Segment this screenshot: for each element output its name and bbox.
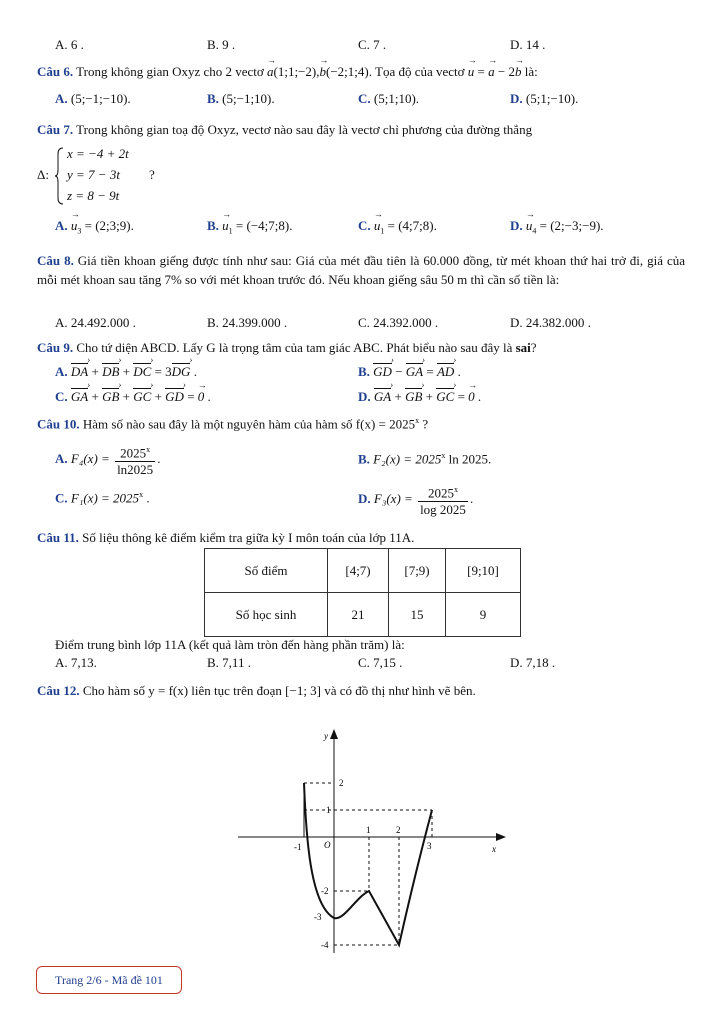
score-table bbox=[204, 548, 521, 637]
q5-option-b[interactable]: B. 9 . bbox=[207, 37, 236, 52]
op: = bbox=[454, 389, 469, 404]
q5-option-c[interactable]: C. 7 . bbox=[358, 37, 387, 52]
page-footer: Trang 2/6 - Mã đề 101 bbox=[36, 966, 182, 994]
vec-term: GA › bbox=[374, 389, 391, 405]
vec-index: 4 bbox=[532, 226, 537, 236]
vec-index: 1 bbox=[228, 226, 233, 236]
vec-term: DA › bbox=[71, 364, 88, 380]
q8-option-a[interactable]: A. 24.492.000 . bbox=[55, 315, 136, 330]
q9-option-b[interactable] bbox=[358, 364, 461, 380]
q7-label: Câu 7. bbox=[37, 122, 74, 137]
vec-term: GD › bbox=[373, 364, 392, 380]
q9-options-row2 bbox=[55, 389, 675, 407]
origin-label: O bbox=[324, 840, 331, 850]
vec-term: DB › bbox=[102, 364, 119, 380]
fraction bbox=[418, 482, 468, 518]
q8-option-b[interactable]: B. 24.399.000 . bbox=[207, 315, 288, 330]
q7-stem bbox=[37, 120, 685, 139]
q9-option-a[interactable] bbox=[55, 364, 197, 380]
vec-u: → u bbox=[222, 218, 229, 234]
q11-stem bbox=[37, 530, 414, 546]
option-value: (5;1;−10). bbox=[525, 91, 579, 106]
option-value: = (2;−3;−9). bbox=[536, 218, 604, 233]
q9-option-c[interactable] bbox=[55, 389, 211, 405]
q8-option-d[interactable]: D. 24.382.000 . bbox=[510, 315, 591, 330]
q10-stem bbox=[37, 416, 428, 432]
y-tick-label: -4 bbox=[321, 940, 329, 950]
delta-label: Δ: bbox=[37, 167, 49, 182]
q7-options bbox=[55, 218, 675, 236]
vec-term: GD › bbox=[165, 389, 184, 405]
q6-options bbox=[55, 91, 675, 109]
vec-b2: → b bbox=[515, 64, 522, 80]
op: . bbox=[204, 389, 211, 404]
q10-option-a[interactable] bbox=[55, 442, 160, 478]
q10-options-row1 bbox=[55, 442, 675, 478]
op: . bbox=[190, 364, 197, 379]
exponent: x bbox=[454, 485, 458, 494]
q8-stem bbox=[37, 251, 685, 289]
q9-label: Câu 9. bbox=[37, 340, 74, 355]
table-header-cell: [7;9) bbox=[389, 549, 446, 593]
graph-curve bbox=[304, 783, 432, 945]
q9-options-row1 bbox=[55, 364, 675, 382]
vec-a: → a bbox=[267, 64, 274, 80]
fraction bbox=[115, 442, 155, 478]
q6-text: Trong không gian Oxyz cho 2 vectơ bbox=[73, 64, 268, 79]
tail: . bbox=[469, 491, 474, 507]
vec-term: GB › bbox=[102, 389, 119, 405]
guide-lines bbox=[304, 783, 432, 945]
table-cell: Số học sinh bbox=[205, 593, 328, 637]
vec-u: → u bbox=[374, 218, 381, 234]
y-arrow-icon bbox=[330, 729, 338, 739]
q5-options bbox=[55, 37, 675, 55]
q12-text: Cho hàm số y = f(x) liên tục trên đoạn [−1; 3] và có đồ thị như hình vẽ bên. bbox=[79, 683, 476, 698]
q11-option-b[interactable]: B. 7,11 . bbox=[207, 655, 251, 670]
function-graph bbox=[230, 725, 510, 960]
option-letter: D. bbox=[358, 491, 371, 507]
q7-option-c[interactable] bbox=[358, 218, 437, 236]
q7-qmark: ? bbox=[149, 167, 155, 182]
table-cell: 9 bbox=[446, 593, 521, 637]
exponent: x bbox=[146, 445, 151, 454]
lhs: F₃(x) = bbox=[373, 491, 413, 507]
q6-text-mid: . Tọa độ của vectơ bbox=[368, 64, 468, 79]
x-arrow-icon bbox=[496, 833, 506, 841]
q9-option-d[interactable] bbox=[358, 389, 481, 405]
op: = bbox=[183, 389, 198, 404]
y-tick-label: 2 bbox=[339, 778, 344, 788]
q6-minus: − 2 bbox=[494, 64, 515, 79]
denominator: log 2025 bbox=[420, 502, 466, 518]
a-coords: (1;1;−2), bbox=[273, 64, 320, 79]
op: + bbox=[119, 389, 134, 404]
option-letter: A. bbox=[55, 218, 68, 233]
option-letter: D. bbox=[510, 218, 523, 233]
vec-index: 3 bbox=[77, 226, 82, 236]
option-letter: C. bbox=[55, 490, 68, 506]
vec-term: DC › bbox=[133, 364, 151, 380]
q6-option-d[interactable] bbox=[510, 91, 578, 107]
q8-option-c[interactable]: C. 24.392.000 . bbox=[358, 315, 439, 330]
q10-option-d[interactable] bbox=[358, 482, 473, 518]
q6-label: Câu 6. bbox=[37, 64, 74, 79]
lhs: F₁(x) = 2025 bbox=[70, 490, 140, 506]
zero-vec: → 0 bbox=[468, 389, 475, 405]
q9-stem bbox=[37, 340, 537, 356]
lhs: F₄(x) = bbox=[70, 451, 110, 467]
y-tick-label: -2 bbox=[321, 886, 329, 896]
option-value: = (2;3;9). bbox=[81, 218, 134, 233]
line-system bbox=[37, 146, 177, 206]
option-letter: B. bbox=[207, 218, 219, 233]
vec-a2: → a bbox=[488, 64, 495, 80]
op: + bbox=[119, 364, 134, 379]
q7-option-a[interactable] bbox=[55, 218, 134, 236]
option-value: (5;−1;10). bbox=[222, 91, 275, 106]
table-header-cell: [4;7) bbox=[328, 549, 389, 593]
q8-options bbox=[55, 315, 675, 333]
tail: . bbox=[157, 451, 161, 467]
exponent: x bbox=[415, 416, 420, 425]
option-value: (5;1;10). bbox=[373, 91, 420, 106]
table-row bbox=[205, 593, 521, 637]
vec-u: → u bbox=[526, 218, 533, 234]
option-letter: B. bbox=[358, 451, 370, 467]
x-axis-label: x bbox=[492, 844, 496, 854]
option-value: (5;−1;−10). bbox=[70, 91, 131, 106]
op: . bbox=[454, 364, 461, 379]
option-letter: A. bbox=[55, 364, 68, 379]
exponent: x bbox=[139, 490, 144, 499]
x-tick-label: 2 bbox=[396, 825, 401, 835]
q10-option-b[interactable] bbox=[358, 451, 491, 467]
vec-term: GC › bbox=[133, 389, 151, 405]
option-letter: C. bbox=[358, 91, 371, 106]
q6-option-b[interactable] bbox=[207, 91, 275, 107]
q6-text-after: là: bbox=[521, 64, 538, 79]
option-letter: C. bbox=[55, 389, 68, 404]
option-letter: D. bbox=[510, 91, 523, 106]
op: + bbox=[422, 389, 437, 404]
q10-option-c[interactable] bbox=[55, 490, 150, 506]
table-header-cell: Số điểm bbox=[205, 549, 328, 593]
table-header-cell: [9;10] bbox=[446, 549, 521, 593]
vec-term: GB › bbox=[405, 389, 422, 405]
table-cell: 21 bbox=[328, 593, 389, 637]
q11-options bbox=[55, 655, 675, 673]
b-coords: (−2;1;4) bbox=[326, 64, 369, 79]
zero-vec: → 0 bbox=[198, 389, 205, 405]
q9-emphasis: sai bbox=[515, 340, 531, 355]
option-letter: D. bbox=[358, 389, 371, 404]
q11-option-a[interactable]: A. 7,13. bbox=[55, 655, 97, 670]
x-tick-label: 3 bbox=[427, 841, 432, 851]
q5-option-a[interactable]: A. 6 . bbox=[55, 37, 84, 52]
lhs: F₂(x) = 2025 bbox=[373, 451, 442, 467]
option-letter: A. bbox=[55, 91, 68, 106]
y-tick-label: 1 bbox=[326, 805, 331, 815]
brace-icon bbox=[55, 146, 65, 206]
tail: ln 2025. bbox=[445, 451, 492, 467]
option-letter: A. bbox=[55, 451, 68, 467]
vec-term: GC › bbox=[436, 389, 454, 405]
exponent: x bbox=[441, 451, 446, 460]
q8-text: Giá tiền khoan giếng được tính như sau: Giá của mét đầu tiên là 60.000 đồng, từ mét khoan thứ hai trở đi, giá của mỗi mét khoan sau tăng 7% so với mét khoan trước đó. Nếu khoan giếng sâu 50 m thì cần số tiền là: bbox=[37, 253, 685, 287]
op: − bbox=[391, 364, 406, 379]
option-letter: B. bbox=[358, 364, 370, 379]
q6-eq: = bbox=[474, 64, 489, 79]
y-axis-label: y bbox=[324, 731, 328, 741]
vec-b: → b bbox=[320, 64, 327, 80]
q6-option-a[interactable] bbox=[55, 91, 131, 107]
eq-z: z = 8 − 9t bbox=[67, 188, 120, 203]
op: = bbox=[423, 364, 437, 379]
op: + bbox=[88, 389, 103, 404]
q6-stem bbox=[37, 64, 538, 80]
q7-text: Trong không gian toạ độ Oxyz, vectơ nào sau đây là vectơ chỉ phương của đường thẳng bbox=[73, 122, 533, 137]
q11-label: Câu 11. bbox=[37, 530, 79, 545]
numerator: 2025 bbox=[120, 445, 147, 461]
vec-u: → u bbox=[71, 218, 78, 234]
vec-u: → u bbox=[468, 64, 475, 80]
q6-option-c[interactable] bbox=[358, 91, 419, 107]
vec-term: DG › bbox=[172, 364, 191, 380]
option-value: = (4;7;8). bbox=[384, 218, 437, 233]
option-value: = (−4;7;8). bbox=[232, 218, 293, 233]
y-tick-label: -3 bbox=[314, 912, 322, 922]
q9-qmark: ? bbox=[530, 340, 537, 355]
q5-option-d[interactable]: D. 14 . bbox=[510, 37, 546, 52]
option-letter: B. bbox=[207, 91, 219, 106]
denominator: ln2025 bbox=[117, 462, 154, 478]
q11-question: Điểm trung bình lớp 11A (kết quả làm tròn đến hàng phần trăm) là: bbox=[55, 637, 405, 652]
table-cell: 15 bbox=[389, 593, 446, 637]
op: + bbox=[391, 389, 406, 404]
q11-option-c[interactable]: C. 7,15 . bbox=[358, 655, 403, 670]
q11-option-d[interactable]: D. 7,18 . bbox=[510, 655, 556, 670]
vec-term: GA › bbox=[71, 389, 88, 405]
option-letter: C. bbox=[358, 218, 371, 233]
x-tick-label: -1 bbox=[294, 842, 302, 852]
tail: . bbox=[143, 490, 150, 506]
x-tick-label: 1 bbox=[366, 825, 371, 835]
q12-label: Câu 12. bbox=[37, 683, 80, 698]
op: + bbox=[88, 364, 103, 379]
q12-stem bbox=[37, 683, 476, 699]
vec-index: 1 bbox=[380, 226, 385, 236]
vec-term: GA › bbox=[406, 364, 423, 380]
eq-x: x = −4 + 2t bbox=[67, 146, 129, 161]
q10-options-row2 bbox=[55, 482, 675, 518]
op: + bbox=[151, 389, 166, 404]
q7-option-b[interactable] bbox=[207, 218, 292, 236]
q11-text: Số liệu thông kê điểm kiểm tra giữa kỳ I môn toán của lớp 11A. bbox=[78, 530, 415, 545]
q9-text: Cho tứ diện ABCD. Lấy G là trọng tâm của tam giác ABC. Phát biểu nào sau đây là bbox=[73, 340, 516, 355]
numerator: 2025 bbox=[428, 485, 454, 501]
vec-term: AD › bbox=[437, 364, 454, 380]
q8-label: Câu 8. bbox=[37, 253, 74, 268]
op: . bbox=[474, 389, 482, 404]
q7-option-d[interactable] bbox=[510, 218, 604, 236]
op: = 3 bbox=[151, 364, 172, 379]
q10-label: Câu 10. bbox=[37, 416, 80, 432]
q10-qmark: ? bbox=[419, 416, 429, 432]
table-row bbox=[205, 549, 521, 593]
eq-y: y = 7 − 3t bbox=[67, 167, 120, 182]
q10-text: Hàm số nào sau đây là một nguyên hàm của hàm số f(x) = 2025 bbox=[79, 416, 416, 432]
